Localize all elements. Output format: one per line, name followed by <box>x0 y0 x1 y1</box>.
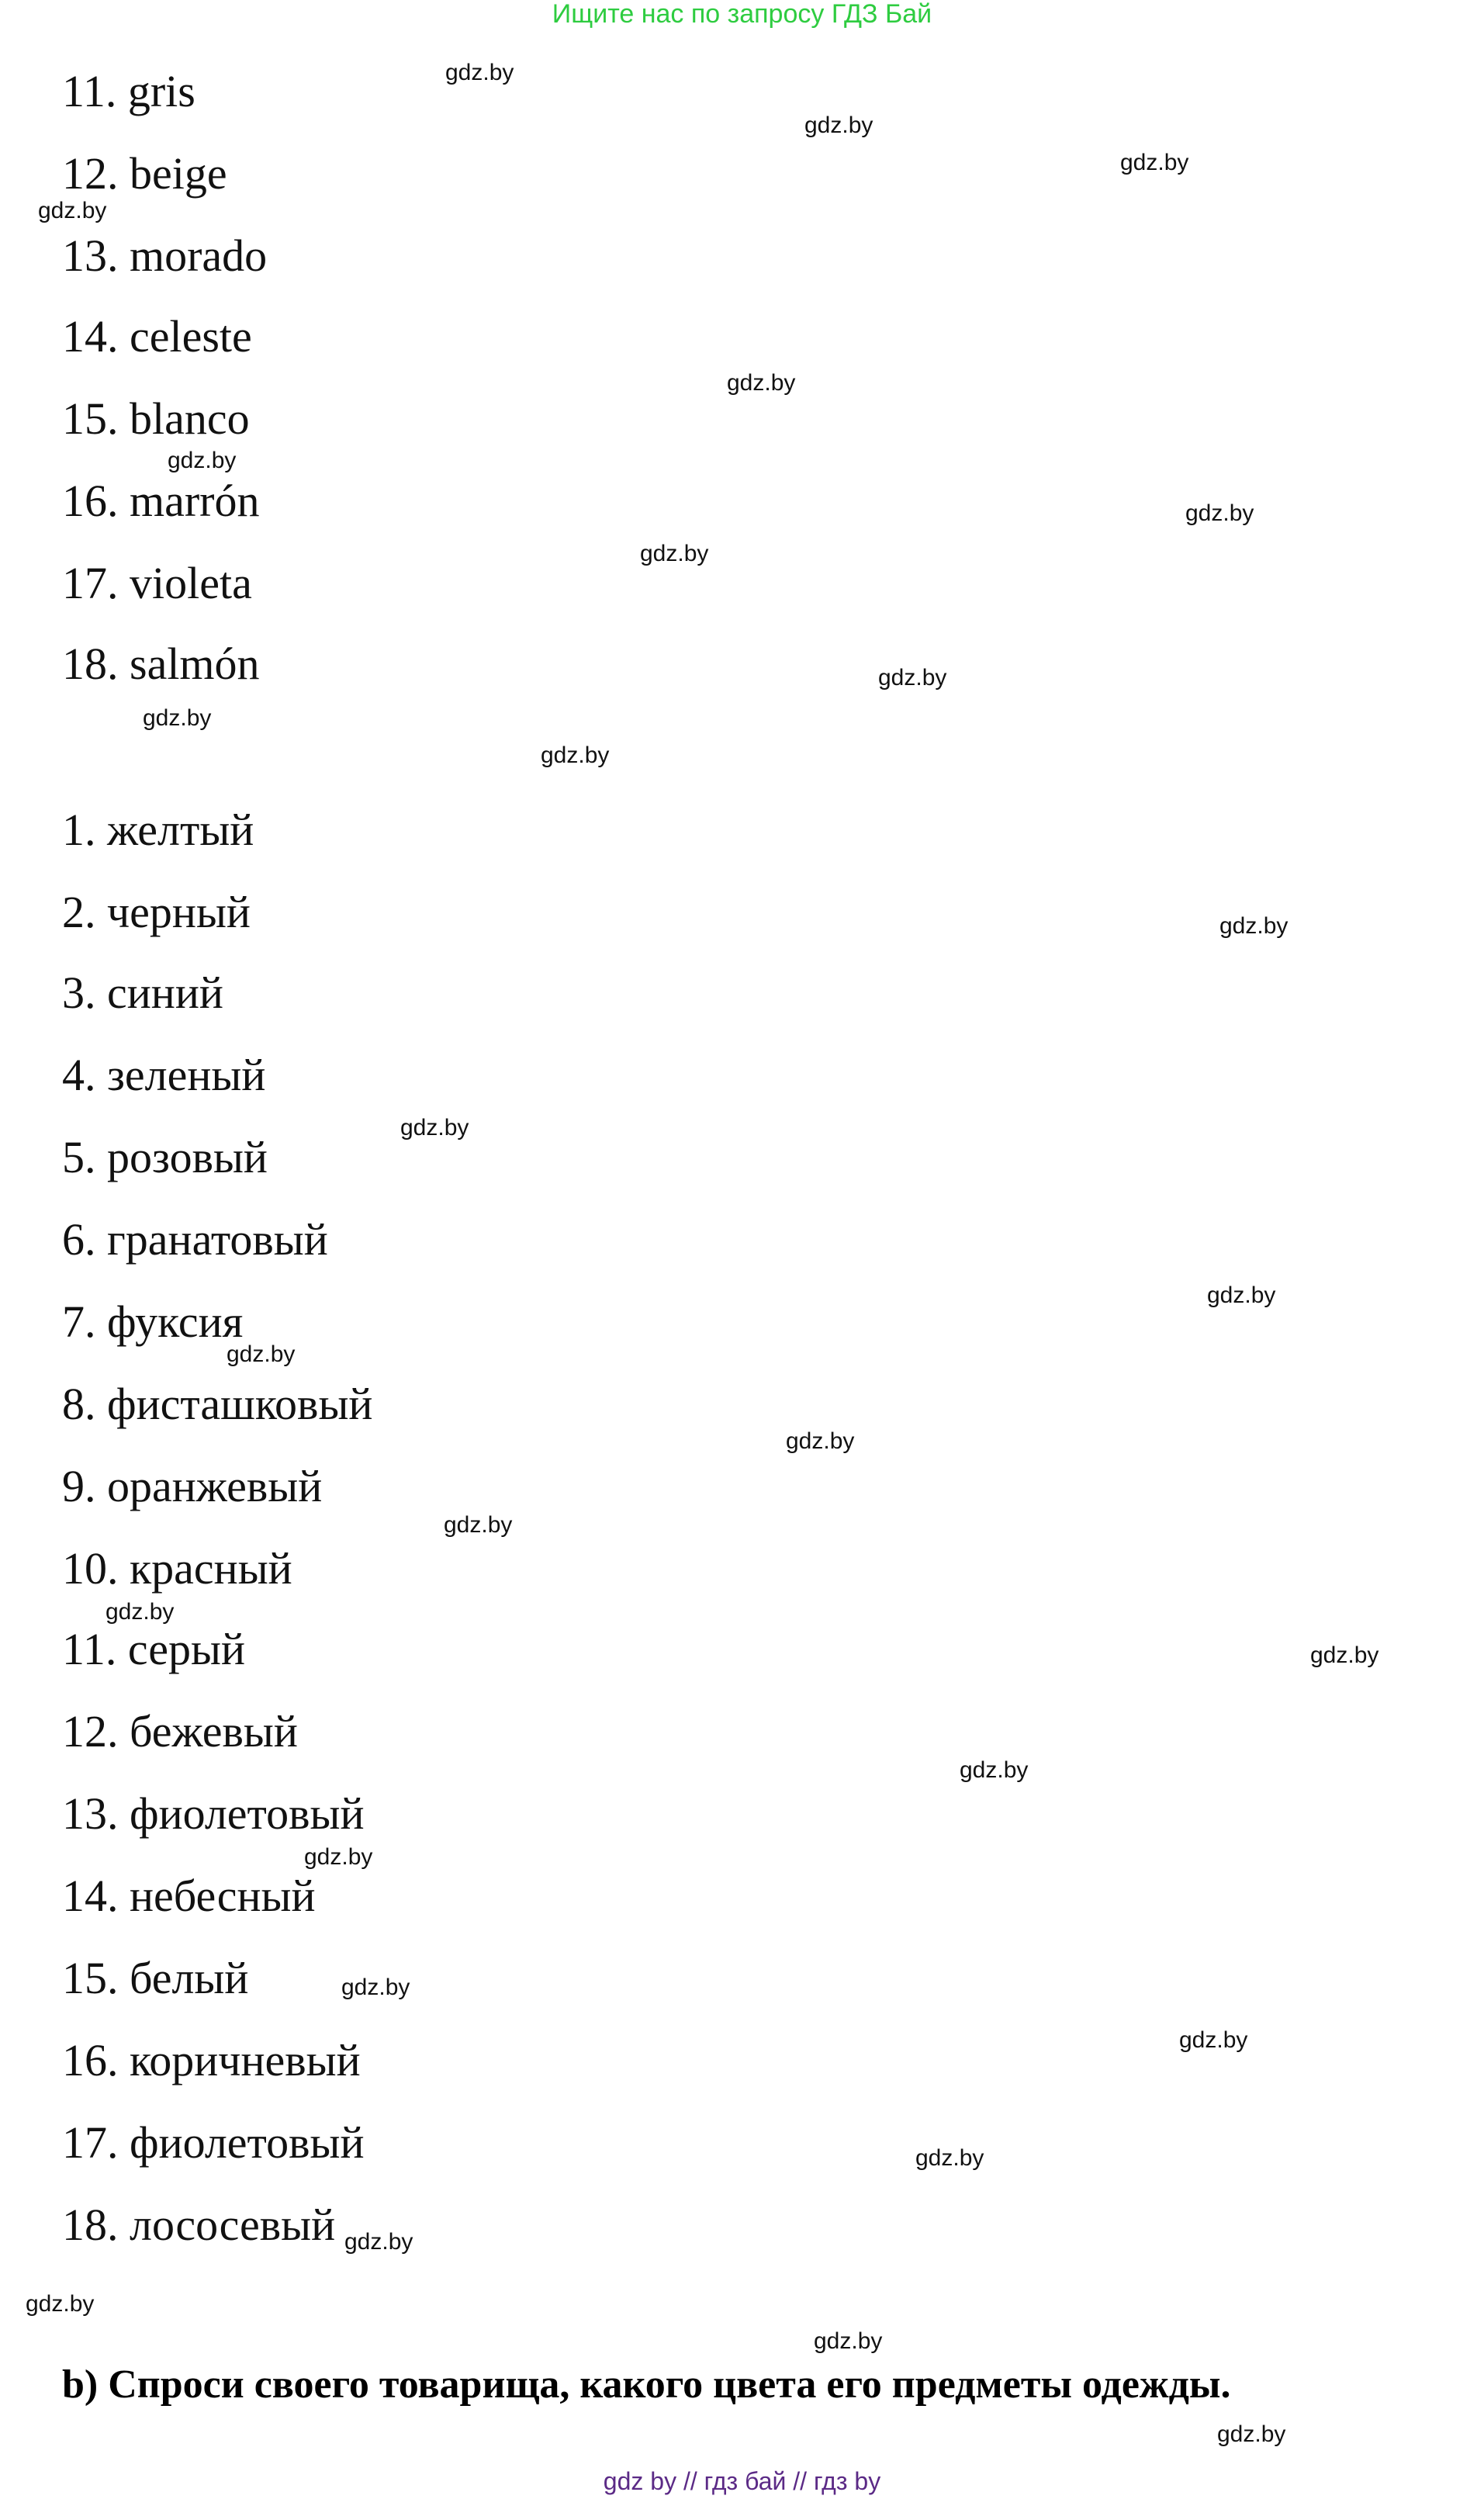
watermark: gdz.by <box>1310 1642 1379 1668</box>
watermark: gdz.by <box>38 198 107 223</box>
russian-item: 16. коричневый <box>62 2035 361 2085</box>
watermark: gdz.by <box>1185 500 1254 526</box>
russian-item: 3. синий <box>62 967 223 1018</box>
watermark: gdz.by <box>445 60 514 85</box>
watermark: gdz.by <box>727 370 796 396</box>
russian-item: 14. небесный <box>62 1871 316 1921</box>
spanish-item: 16. marrón <box>62 476 260 526</box>
watermark: gdz.by <box>344 2229 413 2255</box>
russian-item: 15. белый <box>62 1953 249 2003</box>
watermark: gdz.by <box>960 1757 1029 1783</box>
watermark: gdz.by <box>541 742 610 768</box>
spanish-item: 18. salmón <box>62 639 260 689</box>
russian-item: 6. гранатовый <box>62 1214 328 1265</box>
watermark: gdz.by <box>1179 2027 1248 2053</box>
russian-item: 2. черный <box>62 887 251 937</box>
watermark: gdz.by <box>1217 2421 1286 2447</box>
russian-item: 4. зеленый <box>62 1050 266 1100</box>
watermark: gdz.by <box>106 1599 175 1625</box>
spanish-item: 11. gris <box>62 66 195 116</box>
watermark: gdz.by <box>227 1341 296 1367</box>
russian-item: 1. желтый <box>62 805 254 855</box>
footer-links: gdz by // гдз бай // гдз by <box>603 2467 881 2495</box>
russian-item: 12. бежевый <box>62 1706 298 1757</box>
watermark: gdz.by <box>1207 1282 1276 1308</box>
spanish-item: 15. blanco <box>62 393 250 444</box>
promo-header: Ищите нас по запросу ГДЗ Бай <box>552 0 932 29</box>
russian-item: 7. фуксия <box>62 1296 244 1347</box>
spanish-item: 13. morado <box>62 230 268 281</box>
watermark: gdz.by <box>304 1844 373 1870</box>
russian-item: 18. лососевый <box>62 2200 336 2250</box>
spanish-item: 12. beige <box>62 148 227 199</box>
watermark: gdz.by <box>640 541 709 566</box>
task-b-heading: b) Спроси своего товарища, какого цвета его предметы одежды. <box>62 2362 1231 2407</box>
russian-item: 5. розовый <box>62 1132 268 1182</box>
spanish-item: 17. violeta <box>62 558 252 608</box>
russian-item: 8. фисташковый <box>62 1379 373 1429</box>
watermark: gdz.by <box>1219 913 1289 939</box>
russian-item: 17. фиолетовый <box>62 2117 365 2168</box>
watermark: gdz.by <box>878 665 947 691</box>
watermark: gdz.by <box>341 1975 410 2000</box>
watermark: gdz.by <box>444 1512 513 1538</box>
russian-item: 13. фиолетовый <box>62 1788 365 1839</box>
russian-item: 10. красный <box>62 1543 292 1594</box>
watermark: gdz.by <box>26 2291 95 2317</box>
watermark: gdz.by <box>804 112 873 138</box>
russian-item: 9. оранжевый <box>62 1461 323 1511</box>
russian-item: 11. серый <box>62 1624 246 1674</box>
watermark: gdz.by <box>143 705 212 731</box>
spanish-item: 14. celeste <box>62 311 252 362</box>
watermark: gdz.by <box>786 1428 855 1454</box>
watermark: gdz.by <box>168 448 237 473</box>
watermark: gdz.by <box>814 2328 883 2354</box>
watermark: gdz.by <box>1120 150 1189 175</box>
watermark: gdz.by <box>915 2145 984 2171</box>
watermark: gdz.by <box>400 1115 469 1140</box>
